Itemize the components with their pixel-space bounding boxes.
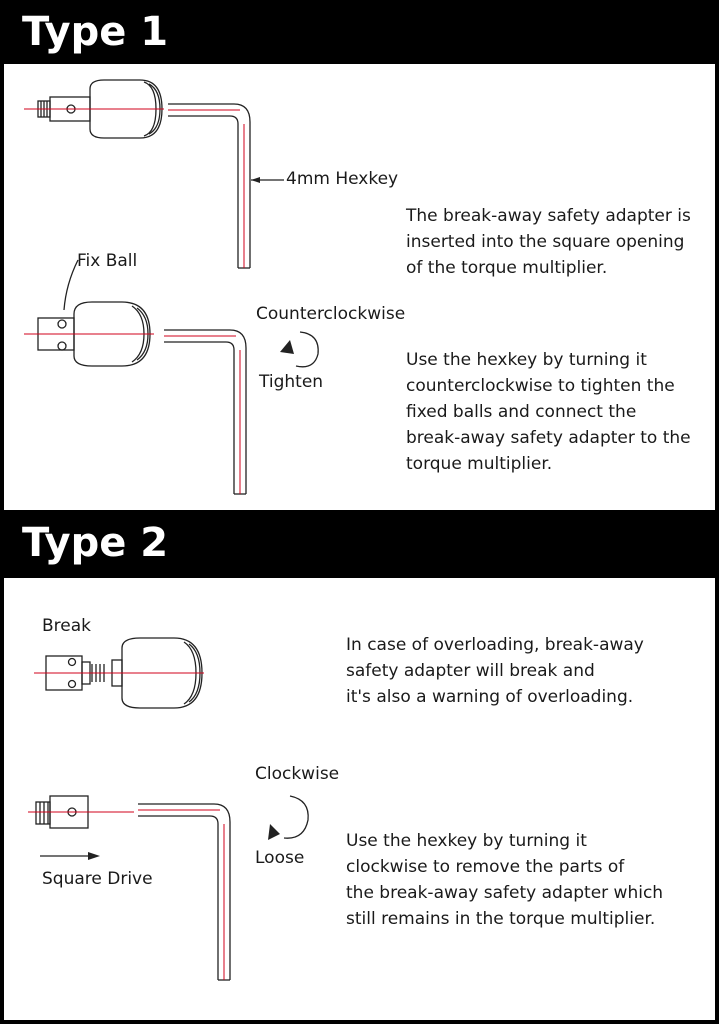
break-label: Break: [42, 616, 91, 636]
tighten-description: Use the hexkey by turning it counterclockwise to tighten the fixed balls and connect the break-away safety adapter to the torque multiplier.: [406, 350, 691, 474]
type2-header: Type 2: [0, 512, 719, 576]
loose-description: Use the hexkey by turning it clockwise to remove the parts of the break-away safety adapter which still remains in the torque multiplier.: [346, 831, 664, 929]
counterclockwise-label: Counterclockwise: [256, 304, 406, 324]
tighten-label: Tighten: [259, 372, 324, 392]
clockwise-label: Clockwise: [255, 764, 340, 784]
type2-panel: [4, 578, 715, 1020]
square-drive-label: Square Drive: [42, 869, 153, 889]
adapter-top-illustration: [38, 80, 284, 268]
type1-header: Type 1: [0, 0, 719, 64]
loose-label: Loose: [255, 848, 305, 868]
break-description: In case of overloading, break-away safety adapter will break and it's also a warning of overloading.: [346, 635, 644, 707]
hexkey-label: 4mm Hexkey: [286, 169, 399, 189]
insert-description: The break-away safety adapter is inserted into the square opening of the torque multiplier.: [406, 206, 691, 278]
type1-panel: [4, 64, 715, 510]
fix-ball-label: Fix Ball: [77, 251, 138, 271]
